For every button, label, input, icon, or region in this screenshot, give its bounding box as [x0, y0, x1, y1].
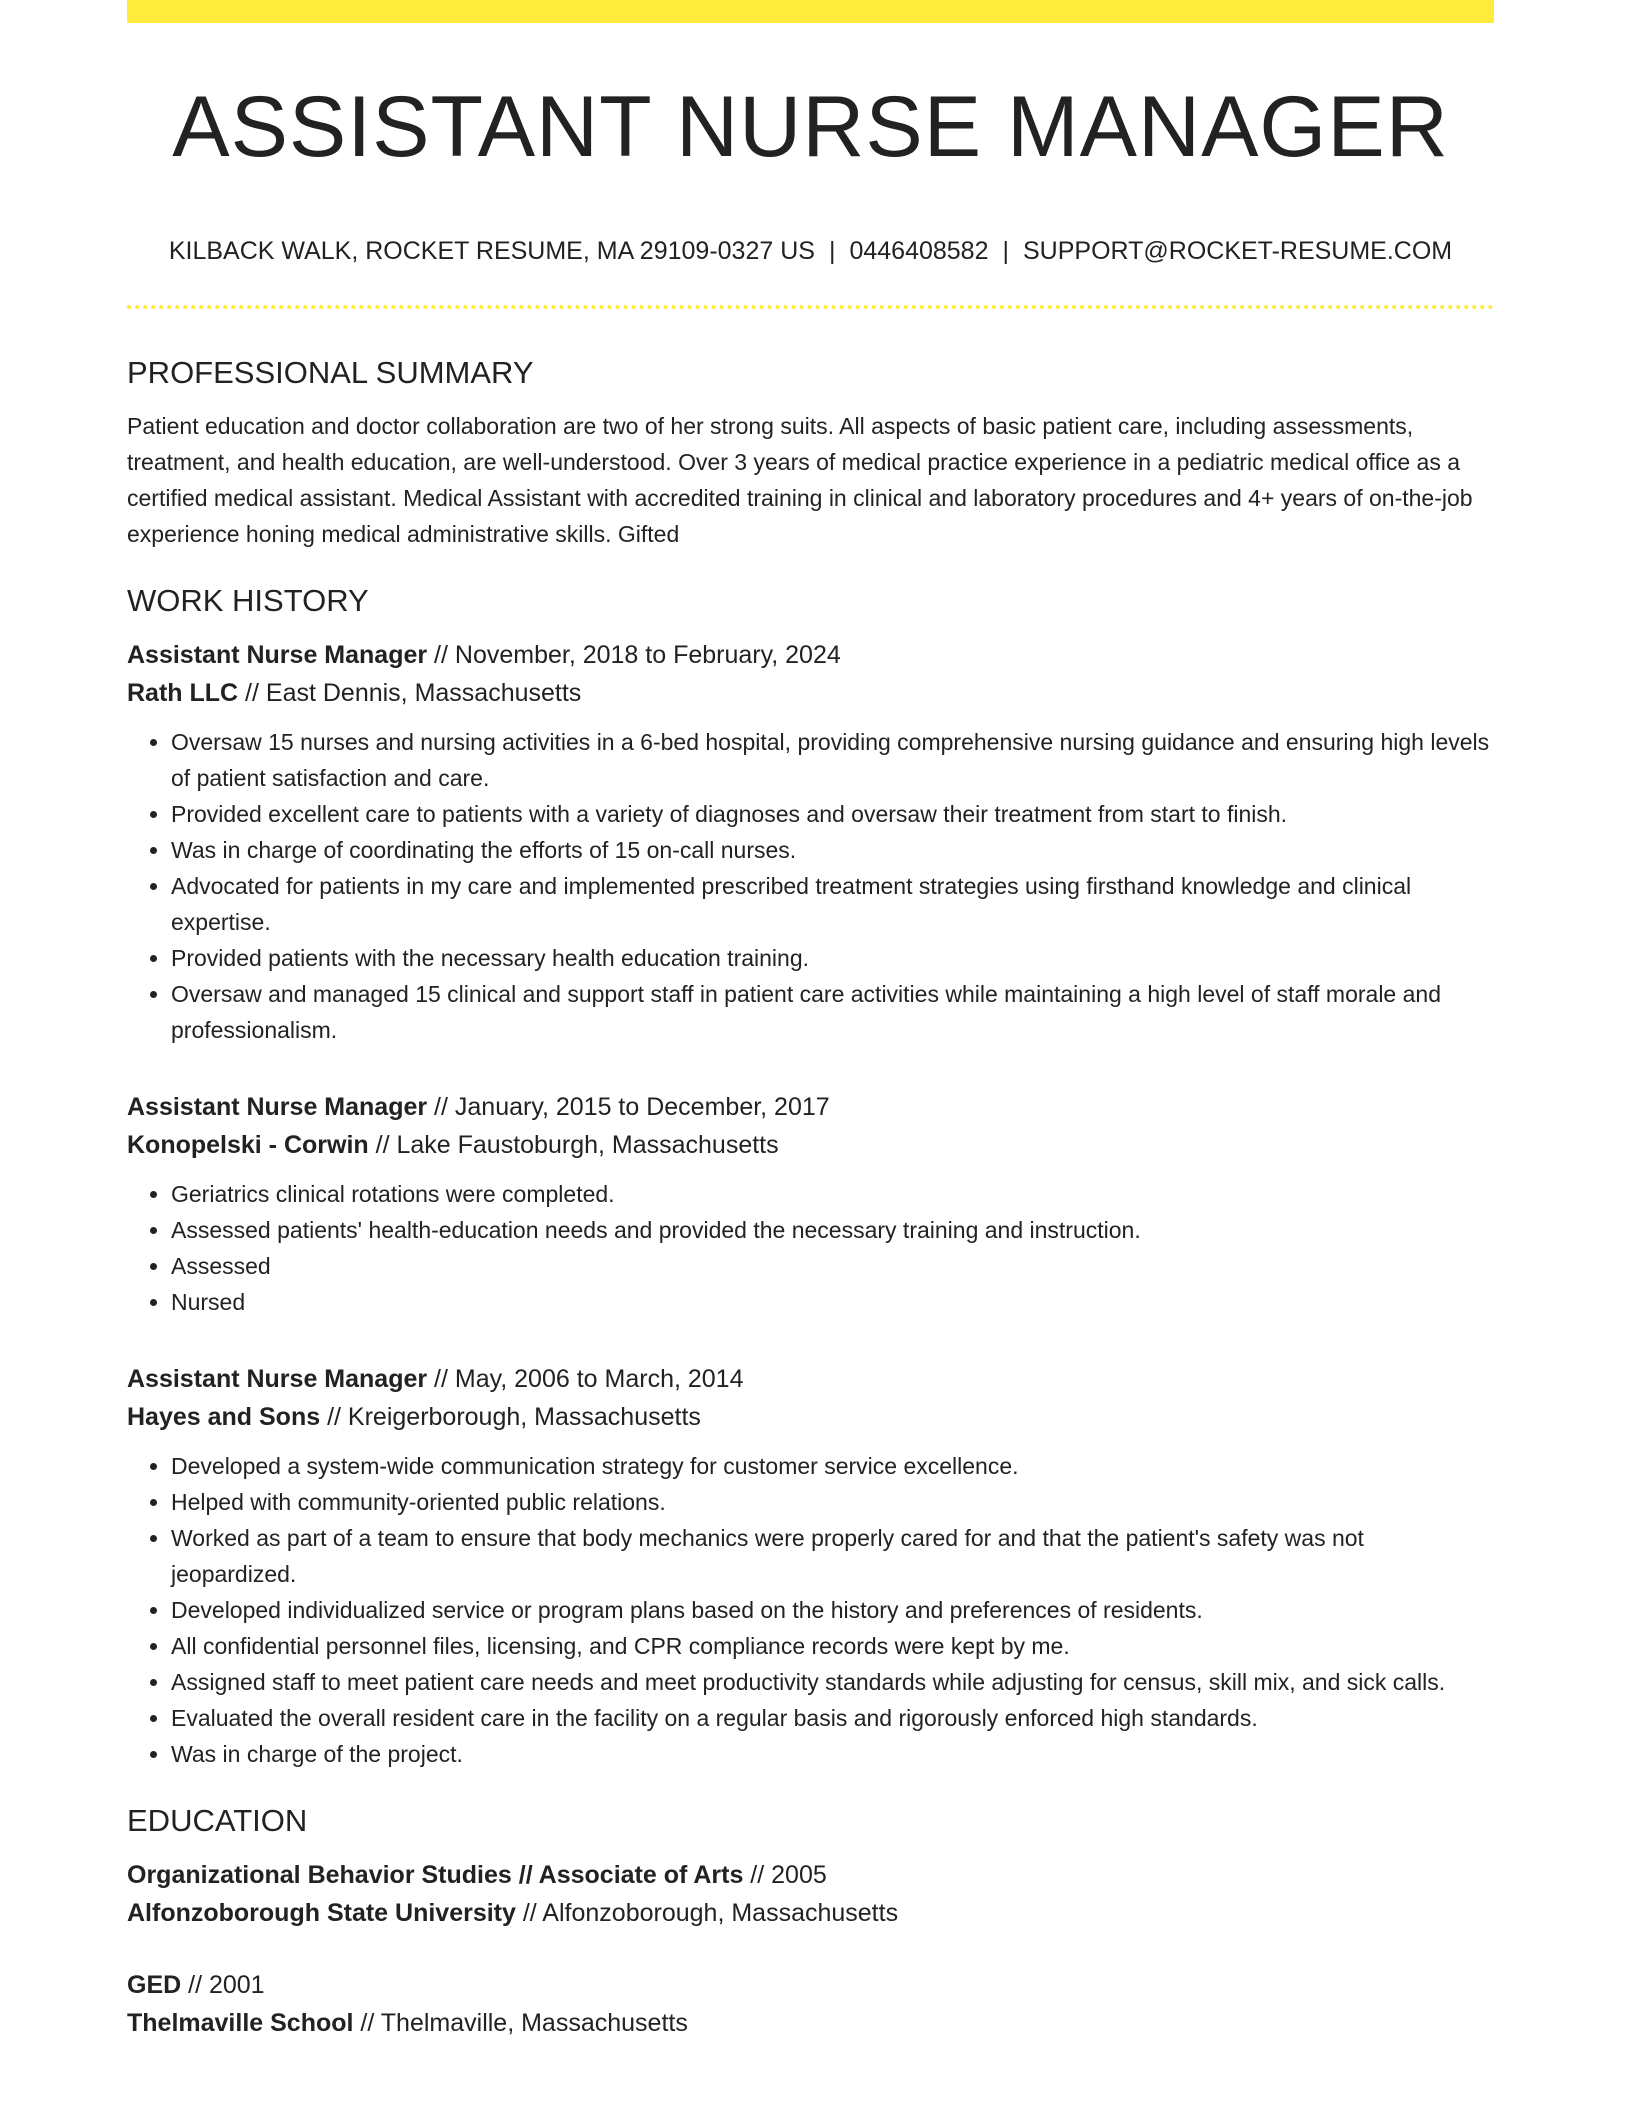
- job-dates: // November, 2018 to February, 2024: [427, 641, 841, 669]
- job-bullet: • Worked as part of a team to ensure that body mechanics were properly cared for and that the patient's safety was not jeopardized.: [171, 1520, 1494, 1592]
- job-company: Konopelski - Corwin: [127, 1131, 369, 1159]
- education-year: // 2001: [181, 1971, 265, 1999]
- education-school-line: [127, 1894, 1494, 1932]
- resume-name: ASSISTANT NURSE MANAGER: [172, 79, 1449, 175]
- job-bullet: • Provided patients with the necessary health education training.: [171, 940, 1494, 976]
- job-bullet: • Was in charge of the project.: [171, 1736, 1494, 1772]
- education-school-line: [127, 2004, 1494, 2042]
- education-location: // Alfonzoborough, Massachusetts: [515, 1899, 899, 1927]
- job-company: Hayes and Sons: [127, 1403, 321, 1431]
- job-bullet: • Was in charge of coordinating the efforts of 15 on-call nurses.: [171, 832, 1494, 868]
- job-dates: // January, 2015 to December, 2017: [427, 1093, 830, 1121]
- job-bullets: [127, 1176, 1494, 1320]
- job-bullet: • Developed individualized service or program plans based on the history and preferences of residents.: [171, 1592, 1494, 1628]
- job-bullet: • Developed a system-wide communication strategy for customer service excellence.: [171, 1448, 1494, 1484]
- job-entry: [127, 1360, 1494, 1772]
- contact-email: SUPPORT@ROCKET-RESUME.COM: [1023, 237, 1453, 265]
- job-role: Assistant Nurse Manager: [127, 1365, 428, 1393]
- job-bullet: • Geriatrics clinical rotations were completed.: [171, 1176, 1494, 1212]
- job-company-line: [127, 1126, 1494, 1164]
- education-school: Alfonzoborough State University: [127, 1899, 516, 1927]
- job-bullet: • Provided excellent care to patients with a variety of diagnoses and oversaw their treatment from start to finish.: [171, 796, 1494, 832]
- job-bullet: • Advocated for patients in my care and implemented prescribed treatment strategies using firsthand knowledge and clinical expertise.: [171, 868, 1494, 940]
- job-bullet: • Oversaw 15 nurses and nursing activities in a 6-bed hospital, providing comprehensive nursing guidance and ensuring high levels of patient satisfaction and care.: [171, 724, 1494, 796]
- dotted-divider: [127, 305, 1494, 309]
- job-dates: // May, 2006 to March, 2014: [427, 1365, 744, 1393]
- job-entry: [127, 1088, 1494, 1320]
- education-school: Thelmaville School: [127, 2009, 354, 2037]
- education-degree: GED: [127, 1971, 182, 1999]
- contact-phone: 0446408582: [849, 237, 989, 265]
- job-title-line: [127, 1088, 1494, 1126]
- job-location: // Lake Faustoburgh, Massachusetts: [368, 1131, 779, 1159]
- education-year: // 2005: [743, 1861, 827, 1889]
- job-bullet: • Helped with community-oriented public relations.: [171, 1484, 1494, 1520]
- education-entry: [127, 1966, 1494, 2042]
- contact-address: KILBACK WALK, ROCKET RESUME, MA 29109-0327 US: [168, 237, 815, 265]
- contact-separator: |: [828, 237, 836, 265]
- contact-line: [127, 237, 1494, 266]
- job-bullet: • All confidential personnel files, licensing, and CPR compliance records were kept by me.: [171, 1628, 1494, 1664]
- job-bullet: • Oversaw and managed 15 clinical and support staff in patient care activities while maintaining a high level of staff morale and professionalism.: [171, 976, 1494, 1048]
- education-location: // Thelmaville, Massachusetts: [353, 2009, 688, 2037]
- job-bullet: • Evaluated the overall resident care in the facility on a regular basis and rigorously enforced high standards.: [171, 1700, 1494, 1736]
- job-company-line: [127, 1398, 1494, 1436]
- job-bullet: • Assigned staff to meet patient care needs and meet productivity standards while adjusting for census, skill mix, and sick calls.: [171, 1664, 1494, 1700]
- job-role: Assistant Nurse Manager: [127, 641, 428, 669]
- summary-heading: PROFESSIONAL SUMMARY: [127, 355, 534, 390]
- education-degree: Organizational Behavior Studies // Associate of Arts: [127, 1861, 744, 1889]
- education-degree-line: [127, 1856, 1494, 1894]
- job-bullets: [127, 724, 1494, 1048]
- job-company: Rath LLC: [127, 679, 239, 707]
- education-degree-line: [127, 1966, 1494, 2004]
- job-title-line: [127, 636, 1494, 674]
- job-title-line: [127, 1360, 1494, 1398]
- job-location: // East Dennis, Massachusetts: [238, 679, 582, 707]
- education-heading: EDUCATION: [127, 1803, 308, 1838]
- work-history-heading: WORK HISTORY: [127, 583, 369, 618]
- job-bullet: • Nursed: [171, 1284, 1494, 1320]
- job-role: Assistant Nurse Manager: [127, 1093, 428, 1121]
- job-company-line: [127, 674, 1494, 712]
- resume-content: [127, 352, 1494, 2042]
- job-bullets: [127, 1448, 1494, 1772]
- job-entry: [127, 636, 1494, 1048]
- job-bullet: • Assessed: [171, 1248, 1494, 1284]
- job-location: // Kreigerborough, Massachusetts: [320, 1403, 701, 1431]
- summary-text: Patient education and doctor collaboration are two of her strong suits. All aspects of basic patient care, including assessments, treatment, and health education, are well-understood. Over 3 years of medical practice experience in a pediatric medical office as a certified medical assistant. Medical Assistant with accredited training in clinical and laboratory procedures and 4+ years of on-the-job experience honing medical administrative skills. Gifted: [127, 413, 1473, 547]
- education-entry: [127, 1856, 1494, 1932]
- job-bullet: • Assessed patients' health-education needs and provided the necessary training and instruction.: [171, 1212, 1494, 1248]
- contact-separator: |: [1002, 237, 1009, 265]
- top-accent-bar: [127, 0, 1494, 23]
